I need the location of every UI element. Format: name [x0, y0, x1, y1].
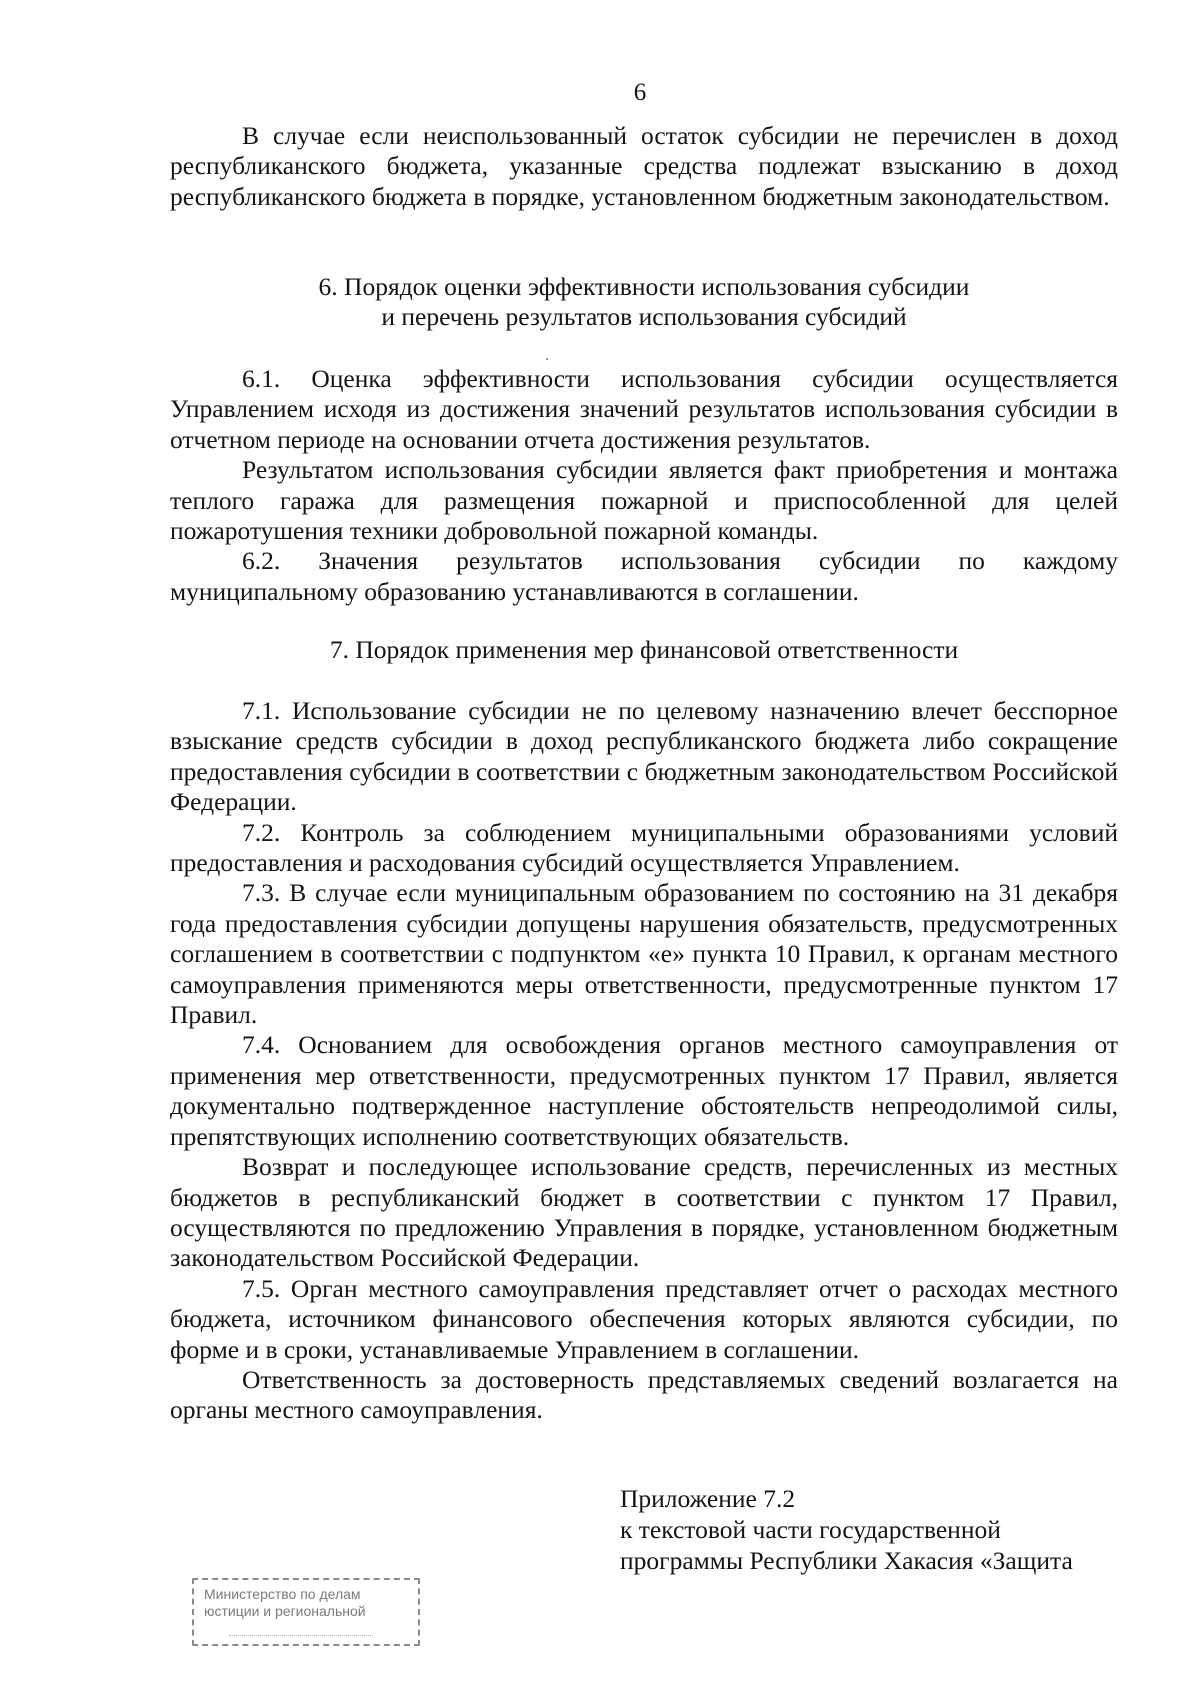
page-number: 6: [633, 79, 647, 106]
document-body: [170, 121, 1118, 212]
section-6: [170, 272, 1118, 333]
scan-speck: [546, 358, 548, 360]
appendix-line-3: программы Республики Хакасия «Защита: [620, 1546, 1073, 1575]
paragraph-6-2: 6.2. Значения результатов использования субсидии по каждому муниципальному образованию устанавливаются в соглашении.: [170, 546, 1118, 606]
section-6-body: [170, 364, 1118, 607]
stamp-faint-line: [229, 1623, 373, 1636]
paragraph-7-4-return: Возврат и последующее использование средств, перечисленных из местных бюджетов в республиканский бюджет в соответствии с пунктом 17 Правил, осуществляются по предложению Управления в порядке, установленном бюджетным законодательством Российской Федерации.: [170, 1152, 1118, 1273]
section-6-heading-line-2: и перечень результатов использования субсидий: [381, 302, 907, 332]
appendix-note: [620, 1483, 1120, 1576]
stamp-line-2: юстиции и региональной: [204, 1603, 366, 1619]
stamp-line-1: Министерство по делам: [204, 1586, 361, 1602]
intro-paragraph: В случае если неиспользованный остаток субсидии не перечислен в доход республиканского бюджета, указанные средства подлежат взысканию в доход республиканского бюджета в порядке, установленном бюджетным законодательством.: [170, 121, 1118, 211]
section-7-body: [170, 696, 1118, 1426]
paragraph-6-1-result: Результатом использования субсидии является факт приобретения и монтажа теплого гаража для размещения пожарной и приспособленной для целей пожаротушения техники добровольной пожарной команды.: [170, 455, 1118, 546]
paragraph-7-3: 7.3. В случае если муниципальным образованием по состоянию на 31 декабря года предоставления субсидии допущены нарушения обязательств, предусмотренных соглашением в соответствии с подпунктом «е» пункта 10 Правил, к органам местного самоуправления применяются меры ответственности, предусмотренные пунктом 17 Правил.: [170, 878, 1118, 1030]
paragraph-6-1: 6.1. Оценка эффективности использования субсидии осуществляется Управлением исходя из достижения значений результатов использования субсидии в отчетном периоде на основании отчета достижения результатов.: [170, 364, 1118, 454]
paragraph-7-4: 7.4. Основанием для освобождения органов местного самоуправления от применения мер ответственности, предусмотренных пунктом 17 Правил, является документально подтвержденное наступление обстоятельств непреодолимой силы, препятствующих исполнению соответствующих обязательств.: [170, 1030, 1118, 1151]
paragraph-7-5-responsibility: Ответственность за достоверность представляемых сведений возлагается на органы местного самоуправления.: [170, 1364, 1118, 1425]
appendix-line-1: Приложение 7.2: [620, 1484, 796, 1513]
section-7-heading: 7. Порядок применения мер финансовой ответственности: [329, 635, 959, 664]
appendix-line-2: к текстовой части государственной: [620, 1515, 1001, 1544]
section-6-heading-line-1: 6. Порядок оценки эффективности использования субсидии: [318, 272, 970, 301]
section-7: [170, 635, 1118, 665]
paragraph-7-2: 7.2. Контроль за соблюдением муниципальными образованиями условий предоставления и расходования субсидий осуществляется Управлением.: [170, 817, 1118, 878]
ministry-stamp: [192, 1578, 420, 1646]
paragraph-7-5: 7.5. Орган местного самоуправления представляет отчет о расходах местного бюджета, источником финансового обеспечения которых являются субсидии, по форме и в сроки, устанавливаемые Управлением в соглашении.: [170, 1273, 1118, 1364]
paragraph-7-1: 7.1. Использование субсидии не по целевому назначению влечет бесспорное взыскание средств субсидии в доход республиканского бюджета либо сокращение предоставления субсидии в соответствии с бюджетным законодательством Российской Федерации.: [170, 696, 1118, 817]
